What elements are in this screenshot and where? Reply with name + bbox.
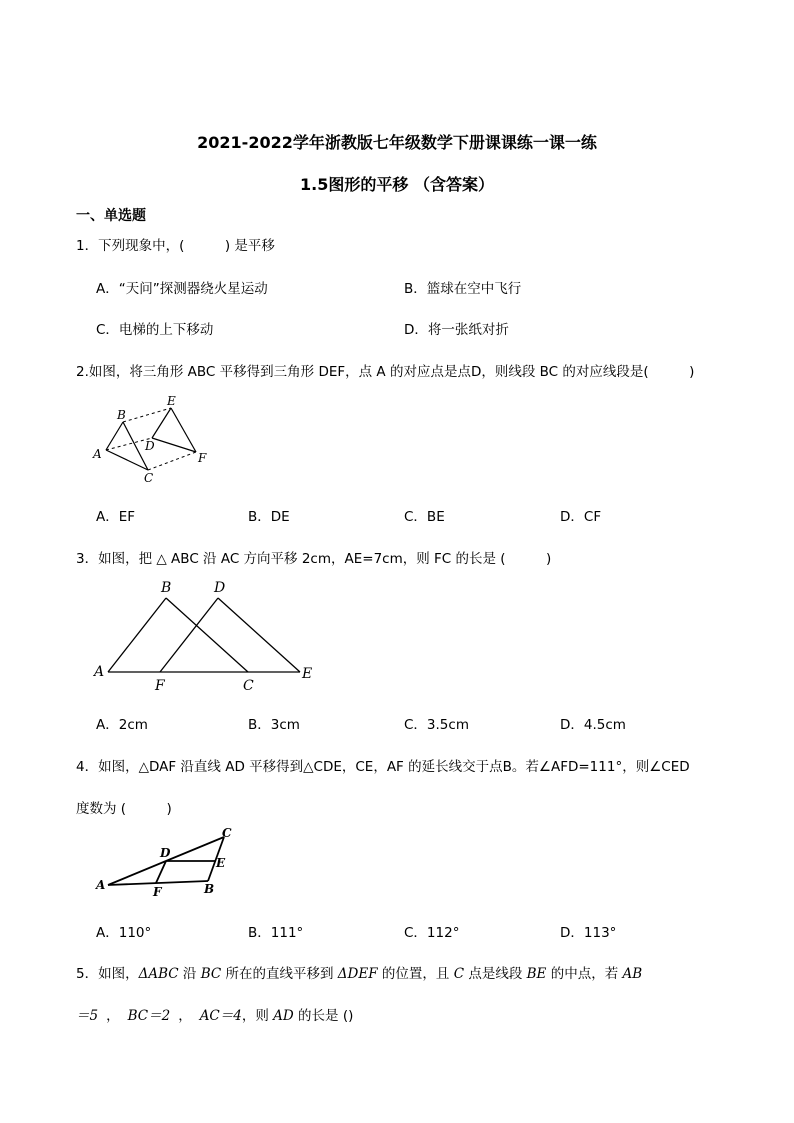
question-5-stem-line1 [76,962,642,982]
q3-label-d: D [214,580,226,596]
q5-math-ac-value: AC＝4 [199,1008,242,1024]
q3-option-d: D．4.5cm [560,717,626,733]
q1-option-a: A．“天问”探测器绕火星运动 [96,281,268,297]
q5-sep-1: ， [106,1008,120,1024]
q3-label-b: B [161,580,172,596]
q2-label-c: C [144,471,154,485]
q3-option-c: C．3.5cm [404,717,469,733]
section-heading: 一、单选题 [76,208,146,224]
question-3-stem: 3．如图，把 △ ABC 沿 AC 方向平移 2cm，AE=7cm，则 FC 的长是 ( ) [76,551,552,567]
q1-option-d: D．将一张纸对折 [404,322,509,338]
q3-segment-ab [108,598,166,672]
question-4-stem-line2: 度数为 ( ) [76,801,172,817]
page-title: 2021-2022学年浙教版七年级数学下册课课练一课一练 [197,133,597,152]
q5-text-3: 所在的直线平移到 [221,966,338,982]
q5-math-bc: BC [200,966,222,982]
q2-dash-cf [148,452,196,470]
q4-label-f: F [153,885,162,899]
q4-option-a: A．110° [96,925,152,941]
q4-option-c: C．112° [404,925,460,941]
q5-math-ab-value: ＝5 [76,1008,99,1024]
question-5-stem-line2 [76,1004,353,1024]
q4-label-a: A [96,878,106,892]
q3-option-a: A．2cm [96,717,148,733]
q4-option-b: B．111° [248,925,304,941]
question-1-stem: 1．下列现象中，( ) 是平移 [76,238,275,254]
q3-segment-de [218,598,300,672]
q2-segment-ac [106,450,148,470]
q3-label-a: A [94,664,105,680]
q4-label-d: D [160,846,171,860]
q3-label-e: E [302,666,313,682]
q5-text-4: 的位置，且 [377,966,454,982]
question-4-stem-line1: 4．如图，△DAF 沿直线 AD 平移得到△CDE，CE，AF 的延长线交于点B。若∠AFD=111°，则∠CED [76,759,690,775]
q4-label-c: C [222,826,232,840]
q3-label-c: C [243,678,254,694]
q3-option-b: B．3cm [248,717,300,733]
q5-math-def: ΔDEF [337,966,378,982]
q2-option-d: D．CF [560,509,602,525]
q5-text-6: 的中点，若 [546,966,623,982]
q2-option-a: A．EF [96,509,136,525]
q3-figure [88,575,328,695]
q5-text-2: 沿 [178,966,201,982]
q2-segment-ab [106,422,123,450]
q1-option-c: C．电梯的上下移动 [96,322,214,338]
question-2-stem: 2.如图，将三角形 ABC 平移得到三角形 DEF，点 A 的对应点是点D，则线段 BC 的对应线段是( ) [76,364,695,380]
q3-segment-fd [160,598,218,672]
q5-sep-2: ， [178,1008,192,1024]
q5-math-abc: ΔABC [138,966,179,982]
q5-math-bc-value: BC＝2 [127,1008,171,1024]
page-subtitle: 1.5图形的平移 （含答案） [300,175,494,194]
q2-segment-de [152,408,171,438]
q5-text-7: ，则 [241,1008,274,1024]
q2-label-a: A [93,447,102,461]
q4-label-b: B [204,882,215,896]
q5-text-1: 5．如图， [76,966,139,982]
q5-math-ad: AD [273,1008,294,1024]
q2-figure [88,392,218,487]
q2-label-f: F [198,451,207,465]
q4-option-d: D．113° [560,925,617,941]
q2-option-c: C．BE [404,509,445,525]
q5-math-ab: AB [622,966,643,982]
q4-figure [92,825,242,900]
q2-label-d: D [145,439,155,453]
q4-label-e: E [216,856,226,870]
q5-text-5: 点是线段 [464,966,527,982]
q2-label-b: B [117,408,126,422]
q5-math-be: BE [526,966,547,982]
q2-label-e: E [167,394,176,408]
q3-label-f: F [155,678,165,694]
q5-math-c: C [453,966,465,982]
q3-segment-bc [166,598,248,672]
q1-option-b: B．篮球在空中飞行 [404,281,522,297]
q2-option-b: B．DE [248,509,290,525]
q5-text-8: 的长是 () [293,1008,354,1024]
